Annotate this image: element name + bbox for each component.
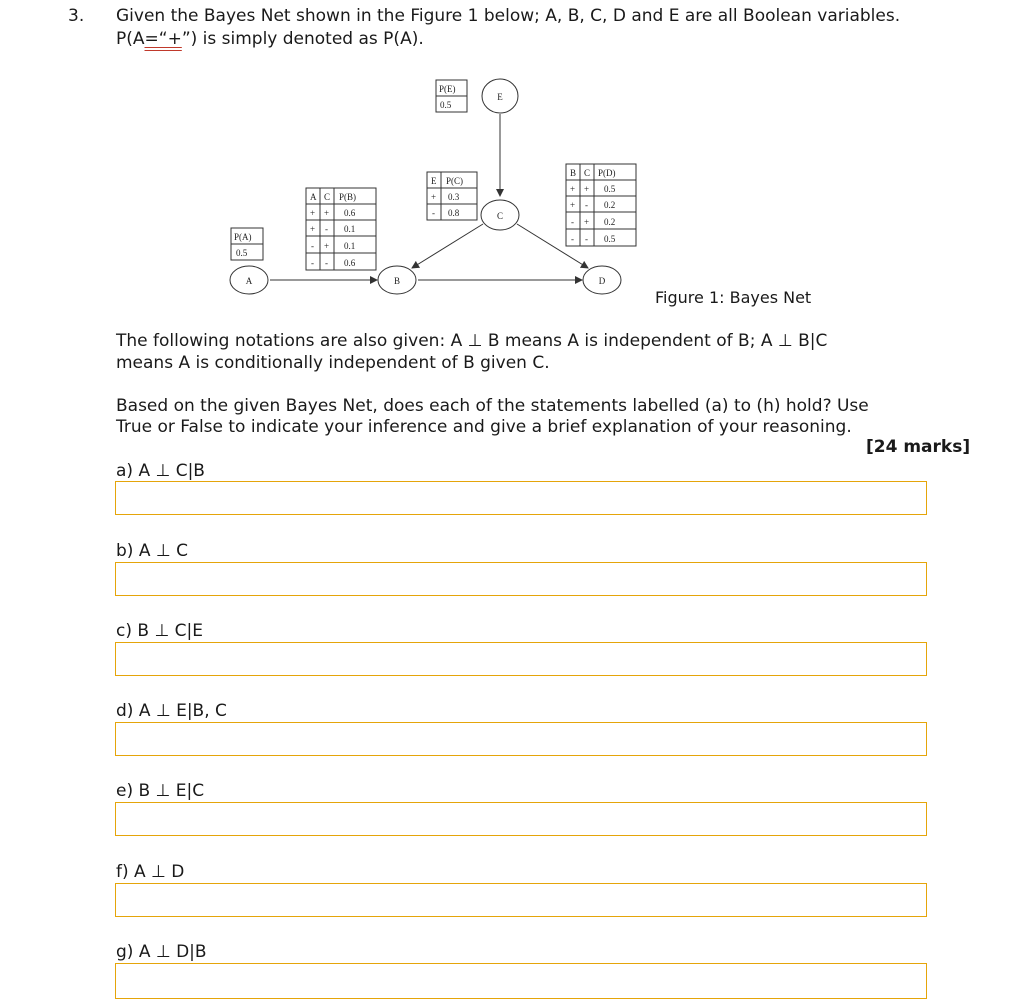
answer-box-f[interactable] [115,883,927,917]
pb-h0: A [310,192,317,202]
pb-r2c2: 0.1 [344,241,356,251]
pd-r1c0: + [570,200,576,210]
node-e [482,79,518,113]
pb-r2c1: + [324,241,330,251]
bayes-net-figure [220,70,660,300]
pb-r3c0: - [311,258,314,268]
pd-r0c2: 0.5 [604,184,616,194]
notation-line-1: The following notations are also given: A ⊥ B means A is independent of B; A ⊥ B|C [116,331,828,351]
pb-r1c1: - [325,224,328,234]
intro-prefix: P(A [116,29,145,49]
intro-suffix: ”) is simply denoted as P(A). [181,29,424,49]
pd-r1c2: 0.2 [604,200,616,210]
figure-caption: Figure 1: Bayes Net [655,288,812,307]
pb-h2: P(B) [339,192,357,202]
pd-h1: C [584,168,591,178]
pd-r0c0: + [570,184,576,194]
pb-r0c0: + [310,208,316,218]
pb-r2c0: - [311,241,314,251]
notation-line-2: means A is conditionally independent of B given C. [116,353,550,373]
pb-r0c2: 0.6 [344,208,356,218]
node-b [378,266,416,294]
answer-box-b[interactable] [115,562,927,596]
pc-r0c0: + [431,192,437,202]
edge-c-b [412,224,483,268]
pd-r3c1: - [585,234,588,244]
pa-value: 0.5 [236,248,248,258]
pe-value: 0.5 [440,100,452,110]
pc-r1c0: - [432,208,435,218]
node-c [481,200,519,230]
pb-r0c1: + [324,208,330,218]
pd-r2c2: 0.2 [604,217,616,227]
pd-h2: P(D) [598,168,616,178]
intro-eq: =“+ [144,29,182,49]
intro-line-2 [116,29,424,49]
task-line-1: Based on the given Bayes Net, does each of the statements labelled (a) to (h) hold? Use [116,396,869,416]
pd-r3c0: - [571,234,574,244]
answer-box-a[interactable] [115,481,927,515]
pb-r1c2: 0.1 [344,224,356,234]
answer-box-g[interactable] [115,963,927,999]
item-label-c: c) B ⊥ C|E [116,621,204,641]
pb-r3c2: 0.6 [344,258,356,268]
node-d [583,266,621,294]
node-a [230,266,268,294]
pb-h1: C [324,192,331,202]
table-pa [231,228,263,260]
node-b-label: B [393,276,401,286]
item-label-a: a) A ⊥ C|B [116,461,205,481]
pb-r3c1: - [325,258,328,268]
answer-box-d[interactable] [115,722,927,756]
node-c-label: C [496,211,504,221]
pd-r0c1: + [584,184,590,194]
node-e-label: E [497,92,503,102]
table-pd [566,164,636,246]
question-number: 3. [68,6,85,26]
item-label-b: b) A ⊥ C [116,541,188,561]
item-label-f: f) A ⊥ D [116,862,185,882]
pc-h0: E [431,176,437,186]
table-pc [427,172,477,220]
pc-r0c1: 0.3 [448,192,460,202]
node-d-label: D [598,276,606,286]
item-label-e: e) B ⊥ E|C [116,781,205,801]
pe-header: P(E) [439,84,456,94]
answer-box-e[interactable] [115,802,927,836]
pc-h1: P(C) [446,176,464,186]
pd-r3c2: 0.5 [604,234,616,244]
pd-r1c1: - [585,200,588,210]
item-label-d: d) A ⊥ E|B, C [116,701,227,721]
pd-r2c1: + [584,217,590,227]
pc-r1c1: 0.8 [448,208,460,218]
intro-line-1: Given the Bayes Net shown in the Figure 1 below; A, B, C, D and E are all Boolean variables. [116,6,901,26]
item-label-g: g) A ⊥ D|B [116,942,207,962]
pd-r2c0: - [571,217,574,227]
table-pb [306,188,376,270]
table-pe [436,80,467,112]
answer-box-c[interactable] [115,642,927,676]
node-a-label: A [245,276,253,286]
pb-r1c0: + [310,224,316,234]
pa-header: P(A) [234,232,252,242]
task-line-2: True or False to indicate your inference and give a brief explanation of your reasoning. [116,417,852,437]
marks-label: [24 marks] [866,437,971,457]
pd-h0: B [570,168,577,178]
